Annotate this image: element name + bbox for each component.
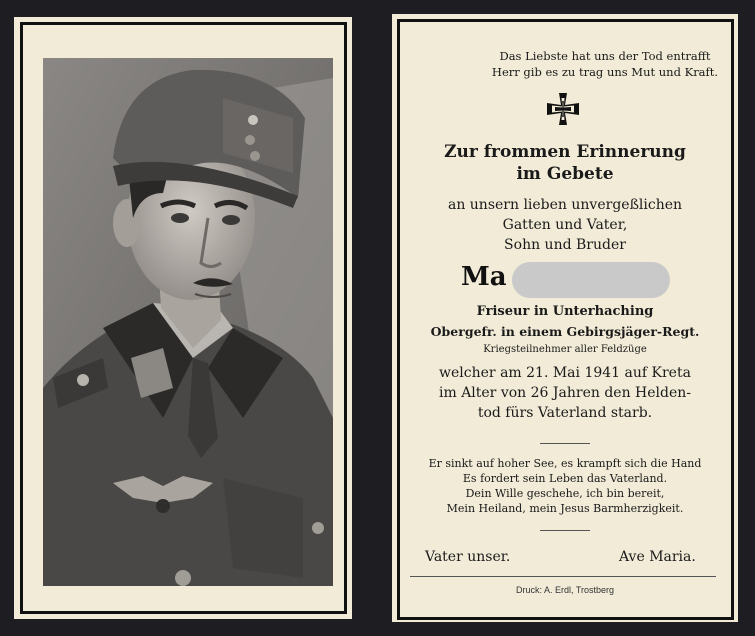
- poem-line-1: Er sinkt auf hoher See, es krampft sich die Hand: [428, 457, 702, 470]
- poem-line-4: Mein Heiland, mein Jesus Barmherzigkeit.: [446, 502, 684, 515]
- redaction-blur: [512, 262, 670, 298]
- printer-credit: Druck: A. Erdl, Trostberg: [515, 585, 615, 595]
- intro-line-2: Gatten und Vater,: [502, 217, 628, 233]
- divider-middle: [540, 530, 590, 531]
- motto-line-2: Herr gib es zu trag uns Mut und Kraft.: [491, 65, 719, 79]
- poem-line-3: Dein Wille geschehe, ich bin bereit,: [465, 487, 665, 500]
- divider-bottom: [410, 576, 716, 577]
- death-line-2: im Alter von 26 Jahren den Helden-: [438, 385, 691, 401]
- prayer-right: Ave Maria.: [619, 549, 696, 565]
- campaigns: Kriegsteilnehmer aller Feldzüge: [483, 344, 647, 355]
- heading: [400, 141, 730, 185]
- divider-top: [540, 443, 590, 444]
- rank: Obergefr. in einem Gebirgsjäger-Regt.: [430, 324, 700, 339]
- death-line-1: welcher am 21. Mai 1941 auf Kreta: [439, 365, 691, 381]
- prayer-left: Vater unser.: [425, 549, 511, 565]
- service-details: [400, 302, 730, 357]
- soldier-portrait-photo: [43, 58, 333, 586]
- heading-line-1: Zur frommen Erinnerung: [444, 142, 686, 162]
- heading-line-2: im Gebete: [516, 164, 614, 184]
- motto-line-1: Das Liebste hat uns der Tod entrafft: [499, 49, 711, 63]
- intro-text: [400, 195, 730, 255]
- death-line-3: tod fürs Vaterland starb.: [477, 405, 653, 421]
- poem: [400, 456, 730, 516]
- intro-line-1: an unsern lieben unvergeßlichen: [447, 197, 683, 213]
- iron-cross-icon: [546, 92, 580, 126]
- occupation: Friseur in Unterhaching: [476, 304, 654, 319]
- intro-line-3: Sohn und Bruder: [504, 237, 626, 253]
- poem-line-2: Es fordert sein Leben das Vaterland.: [462, 472, 668, 485]
- death-details: [400, 363, 730, 423]
- deceased-name: Ma: [461, 262, 507, 292]
- motto: [470, 48, 740, 80]
